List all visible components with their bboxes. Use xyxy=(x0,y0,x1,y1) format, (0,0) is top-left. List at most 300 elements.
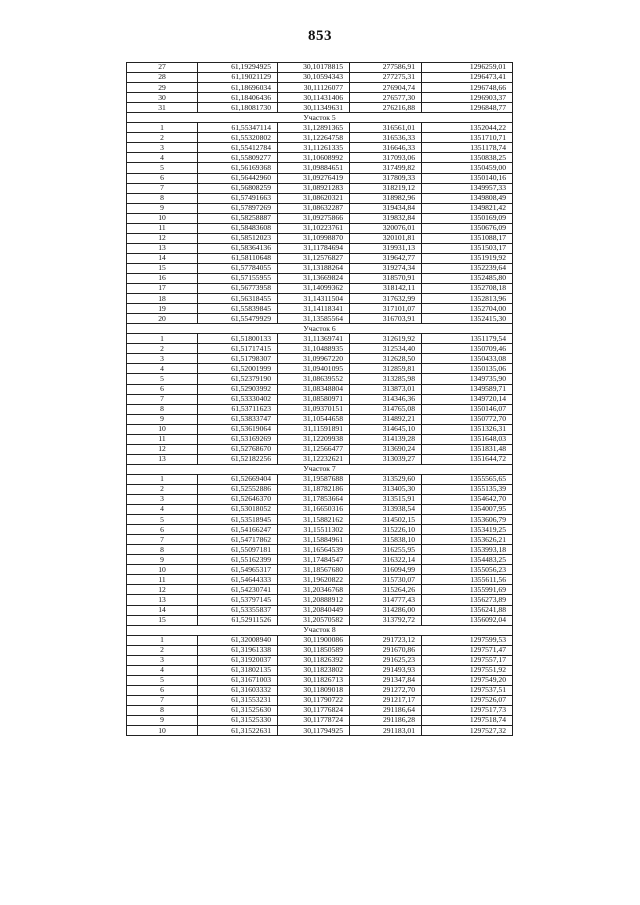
y-coordinate-cell: 1351503,17 xyxy=(422,243,513,253)
latitude-cell: 61,52669404 xyxy=(198,474,278,484)
x-coordinate-cell: 277586,91 xyxy=(350,63,422,73)
table-row xyxy=(127,565,513,575)
y-coordinate-cell: 1354007,95 xyxy=(422,505,513,515)
longitude-cell: 31,12232621 xyxy=(278,454,350,464)
y-coordinate-cell: 1356273,89 xyxy=(422,595,513,605)
section-header-row xyxy=(127,625,513,635)
table-row xyxy=(127,655,513,665)
latitude-cell: 61,57491663 xyxy=(198,193,278,203)
longitude-cell: 31,15882162 xyxy=(278,515,350,525)
y-coordinate-cell: 1352485,80 xyxy=(422,273,513,283)
x-coordinate-cell: 277275,31 xyxy=(350,73,422,83)
y-coordinate-cell: 1350709,46 xyxy=(422,344,513,354)
longitude-cell: 31,20840449 xyxy=(278,605,350,615)
x-coordinate-cell: 313405,30 xyxy=(350,484,422,494)
latitude-cell: 61,55347114 xyxy=(198,123,278,133)
point-number-cell: 2 xyxy=(127,344,198,354)
latitude-cell: 61,56169368 xyxy=(198,163,278,173)
y-coordinate-cell: 1353419,25 xyxy=(422,525,513,535)
table-row xyxy=(127,474,513,484)
y-coordinate-cell: 1355056,23 xyxy=(422,565,513,575)
latitude-cell: 61,18081730 xyxy=(198,103,278,113)
x-coordinate-cell: 319931,13 xyxy=(350,243,422,253)
x-coordinate-cell: 317632,99 xyxy=(350,294,422,304)
point-number-cell: 11 xyxy=(127,434,198,444)
point-number-cell: 10 xyxy=(127,424,198,434)
x-coordinate-cell: 316703,91 xyxy=(350,314,422,324)
point-number-cell: 12 xyxy=(127,444,198,454)
y-coordinate-cell: 1297537,51 xyxy=(422,685,513,695)
longitude-cell: 31,08632287 xyxy=(278,203,350,213)
x-coordinate-cell: 291186,64 xyxy=(350,706,422,716)
y-coordinate-cell: 1349808,49 xyxy=(422,193,513,203)
latitude-cell: 61,58364136 xyxy=(198,243,278,253)
point-number-cell: 6 xyxy=(127,525,198,535)
table-row xyxy=(127,675,513,685)
table-row xyxy=(127,314,513,324)
longitude-cell: 31,15511302 xyxy=(278,525,350,535)
x-coordinate-cell: 315730,07 xyxy=(350,575,422,585)
latitude-cell: 61,56773958 xyxy=(198,284,278,294)
x-coordinate-cell: 316646,33 xyxy=(350,143,422,153)
table-row xyxy=(127,495,513,505)
latitude-cell: 61,54717862 xyxy=(198,535,278,545)
latitude-cell: 61,31802135 xyxy=(198,665,278,675)
table-row xyxy=(127,545,513,555)
y-coordinate-cell: 1352239,64 xyxy=(422,263,513,273)
longitude-cell: 31,17853664 xyxy=(278,495,350,505)
table-row xyxy=(127,213,513,223)
latitude-cell: 61,54230741 xyxy=(198,585,278,595)
longitude-cell: 30,11900086 xyxy=(278,635,350,645)
longitude-cell: 31,11784694 xyxy=(278,243,350,253)
table-row xyxy=(127,103,513,113)
latitude-cell: 61,53711623 xyxy=(198,404,278,414)
table-row xyxy=(127,444,513,454)
x-coordinate-cell: 313039,27 xyxy=(350,454,422,464)
table-row xyxy=(127,263,513,273)
section-title: Участок 6 xyxy=(127,324,513,334)
table-row xyxy=(127,605,513,615)
section-title: Участок 7 xyxy=(127,464,513,474)
y-coordinate-cell: 1354642,70 xyxy=(422,495,513,505)
latitude-cell: 61,53018052 xyxy=(198,505,278,515)
table-row xyxy=(127,183,513,193)
y-coordinate-cell: 1297557,17 xyxy=(422,655,513,665)
point-number-cell: 8 xyxy=(127,545,198,555)
longitude-cell: 31,14118341 xyxy=(278,304,350,314)
latitude-cell: 61,18406436 xyxy=(198,93,278,103)
longitude-cell: 31,17484547 xyxy=(278,555,350,565)
longitude-cell: 31,11261335 xyxy=(278,143,350,153)
point-number-cell: 6 xyxy=(127,173,198,183)
y-coordinate-cell: 1297518,74 xyxy=(422,716,513,726)
x-coordinate-cell: 313285,98 xyxy=(350,374,422,384)
table-row xyxy=(127,173,513,183)
x-coordinate-cell: 276577,30 xyxy=(350,93,422,103)
longitude-cell: 31,10223761 xyxy=(278,223,350,233)
latitude-cell: 61,55162399 xyxy=(198,555,278,565)
latitude-cell: 61,52646370 xyxy=(198,495,278,505)
table-row xyxy=(127,384,513,394)
table-row xyxy=(127,555,513,565)
longitude-cell: 31,12264758 xyxy=(278,133,350,143)
longitude-cell: 30,11850589 xyxy=(278,645,350,655)
latitude-cell: 61,52182256 xyxy=(198,454,278,464)
x-coordinate-cell: 319642,77 xyxy=(350,253,422,263)
latitude-cell: 61,56442960 xyxy=(198,173,278,183)
x-coordinate-cell: 276216,88 xyxy=(350,103,422,113)
y-coordinate-cell: 1350135,06 xyxy=(422,364,513,374)
longitude-cell: 31,10488935 xyxy=(278,344,350,354)
section-title: Участок 8 xyxy=(127,625,513,635)
latitude-cell: 61,31961338 xyxy=(198,645,278,655)
longitude-cell: 31,12891365 xyxy=(278,123,350,133)
x-coordinate-cell: 291183,01 xyxy=(350,726,422,736)
latitude-cell: 61,54644333 xyxy=(198,575,278,585)
longitude-cell: 30,11778724 xyxy=(278,716,350,726)
table-row xyxy=(127,685,513,695)
table-row xyxy=(127,294,513,304)
longitude-cell: 31,20888912 xyxy=(278,595,350,605)
table-row xyxy=(127,304,513,314)
longitude-cell: 31,13585564 xyxy=(278,314,350,324)
table-row xyxy=(127,223,513,233)
x-coordinate-cell: 318219,12 xyxy=(350,183,422,193)
x-coordinate-cell: 314765,08 xyxy=(350,404,422,414)
y-coordinate-cell: 1296848,77 xyxy=(422,103,513,113)
point-number-cell: 10 xyxy=(127,213,198,223)
longitude-cell: 31,09967220 xyxy=(278,354,350,364)
y-coordinate-cell: 1297571,47 xyxy=(422,645,513,655)
point-number-cell: 2 xyxy=(127,645,198,655)
table-row xyxy=(127,243,513,253)
point-number-cell: 14 xyxy=(127,253,198,263)
x-coordinate-cell: 315264,26 xyxy=(350,585,422,595)
latitude-cell: 61,54166247 xyxy=(198,525,278,535)
point-number-cell: 13 xyxy=(127,595,198,605)
point-number-cell: 7 xyxy=(127,695,198,705)
table-row xyxy=(127,344,513,354)
point-number-cell: 28 xyxy=(127,73,198,83)
y-coordinate-cell: 1351326,31 xyxy=(422,424,513,434)
x-coordinate-cell: 316094,99 xyxy=(350,565,422,575)
latitude-cell: 61,57897269 xyxy=(198,203,278,213)
x-coordinate-cell: 314892,21 xyxy=(350,414,422,424)
table-row xyxy=(127,354,513,364)
y-coordinate-cell: 1352415,30 xyxy=(422,314,513,324)
latitude-cell: 61,31522631 xyxy=(198,726,278,736)
x-coordinate-cell: 313515,91 xyxy=(350,495,422,505)
y-coordinate-cell: 1350772,70 xyxy=(422,414,513,424)
point-number-cell: 10 xyxy=(127,726,198,736)
longitude-cell: 31,09884651 xyxy=(278,163,350,173)
x-coordinate-cell: 318570,91 xyxy=(350,273,422,283)
y-coordinate-cell: 1350146,07 xyxy=(422,404,513,414)
point-number-cell: 1 xyxy=(127,123,198,133)
longitude-cell: 31,16650316 xyxy=(278,505,350,515)
latitude-cell: 61,53797145 xyxy=(198,595,278,605)
table-row xyxy=(127,93,513,103)
table-row xyxy=(127,284,513,294)
longitude-cell: 31,18782186 xyxy=(278,484,350,494)
table-row xyxy=(127,484,513,494)
x-coordinate-cell: 318142,11 xyxy=(350,284,422,294)
x-coordinate-cell: 313792,72 xyxy=(350,615,422,625)
point-number-cell: 29 xyxy=(127,83,198,93)
table-row xyxy=(127,575,513,585)
point-number-cell: 27 xyxy=(127,63,198,73)
table-row xyxy=(127,414,513,424)
point-number-cell: 1 xyxy=(127,474,198,484)
x-coordinate-cell: 320076,01 xyxy=(350,223,422,233)
point-number-cell: 5 xyxy=(127,675,198,685)
point-number-cell: 15 xyxy=(127,263,198,273)
x-coordinate-cell: 317101,07 xyxy=(350,304,422,314)
latitude-cell: 61,55839845 xyxy=(198,304,278,314)
latitude-cell: 61,53355837 xyxy=(198,605,278,615)
longitude-cell: 31,10608992 xyxy=(278,153,350,163)
table-row xyxy=(127,143,513,153)
y-coordinate-cell: 1350676,09 xyxy=(422,223,513,233)
table-row xyxy=(127,505,513,515)
x-coordinate-cell: 291186,28 xyxy=(350,716,422,726)
point-number-cell: 3 xyxy=(127,655,198,665)
longitude-cell: 31,18567680 xyxy=(278,565,350,575)
longitude-cell: 30,10178815 xyxy=(278,63,350,73)
table-row xyxy=(127,253,513,263)
table-row xyxy=(127,716,513,726)
coordinates-table xyxy=(126,62,513,736)
y-coordinate-cell: 1354483,25 xyxy=(422,555,513,565)
table-row xyxy=(127,635,513,645)
point-number-cell: 8 xyxy=(127,193,198,203)
latitude-cell: 61,54965317 xyxy=(198,565,278,575)
y-coordinate-cell: 1296903,37 xyxy=(422,93,513,103)
point-number-cell: 9 xyxy=(127,414,198,424)
table-row xyxy=(127,595,513,605)
y-coordinate-cell: 1349957,33 xyxy=(422,183,513,193)
x-coordinate-cell: 315838,10 xyxy=(350,535,422,545)
y-coordinate-cell: 1297527,32 xyxy=(422,726,513,736)
x-coordinate-cell: 314139,28 xyxy=(350,434,422,444)
x-coordinate-cell: 314346,36 xyxy=(350,394,422,404)
latitude-cell: 61,52911526 xyxy=(198,615,278,625)
table-row xyxy=(127,123,513,133)
longitude-cell: 31,09276419 xyxy=(278,173,350,183)
x-coordinate-cell: 291723,12 xyxy=(350,635,422,645)
longitude-cell: 30,11790722 xyxy=(278,695,350,705)
table-row xyxy=(127,73,513,83)
point-number-cell: 8 xyxy=(127,706,198,716)
point-number-cell: 16 xyxy=(127,273,198,283)
point-number-cell: 3 xyxy=(127,143,198,153)
longitude-cell: 31,12566477 xyxy=(278,444,350,454)
y-coordinate-cell: 1355135,39 xyxy=(422,484,513,494)
y-coordinate-cell: 1355565,65 xyxy=(422,474,513,484)
latitude-cell: 61,58483608 xyxy=(198,223,278,233)
longitude-cell: 31,09401095 xyxy=(278,364,350,374)
longitude-cell: 31,10998870 xyxy=(278,233,350,243)
longitude-cell: 31,10544658 xyxy=(278,414,350,424)
point-number-cell: 3 xyxy=(127,354,198,364)
y-coordinate-cell: 1350140,16 xyxy=(422,173,513,183)
y-coordinate-cell: 1355611,56 xyxy=(422,575,513,585)
latitude-cell: 61,52903992 xyxy=(198,384,278,394)
table-row xyxy=(127,525,513,535)
y-coordinate-cell: 1352708,18 xyxy=(422,284,513,294)
x-coordinate-cell: 312534,40 xyxy=(350,344,422,354)
page-number: 853 xyxy=(308,28,332,44)
longitude-cell: 31,15884961 xyxy=(278,535,350,545)
y-coordinate-cell: 1349589,71 xyxy=(422,384,513,394)
y-coordinate-cell: 1297526,07 xyxy=(422,695,513,705)
point-number-cell: 20 xyxy=(127,314,198,324)
longitude-cell: 31,08580971 xyxy=(278,394,350,404)
point-number-cell: 9 xyxy=(127,716,198,726)
latitude-cell: 61,31525330 xyxy=(198,716,278,726)
x-coordinate-cell: 314645,10 xyxy=(350,424,422,434)
latitude-cell: 61,55479929 xyxy=(198,314,278,324)
y-coordinate-cell: 1351831,48 xyxy=(422,444,513,454)
latitude-cell: 61,18696034 xyxy=(198,83,278,93)
x-coordinate-cell: 312859,81 xyxy=(350,364,422,374)
longitude-cell: 30,11776824 xyxy=(278,706,350,716)
latitude-cell: 61,52379190 xyxy=(198,374,278,384)
table-row xyxy=(127,535,513,545)
latitude-cell: 61,31525630 xyxy=(198,706,278,716)
point-number-cell: 1 xyxy=(127,635,198,645)
latitude-cell: 61,53169269 xyxy=(198,434,278,444)
table-row xyxy=(127,233,513,243)
longitude-cell: 31,14099362 xyxy=(278,284,350,294)
y-coordinate-cell: 1356241,88 xyxy=(422,605,513,615)
table-row xyxy=(127,83,513,93)
table-row xyxy=(127,706,513,716)
y-coordinate-cell: 1351648,03 xyxy=(422,434,513,444)
table-row xyxy=(127,193,513,203)
longitude-cell: 31,19587688 xyxy=(278,474,350,484)
table-row xyxy=(127,163,513,173)
x-coordinate-cell: 317809,33 xyxy=(350,173,422,183)
table-row xyxy=(127,665,513,675)
table-row xyxy=(127,364,513,374)
table-row xyxy=(127,404,513,414)
x-coordinate-cell: 316536,33 xyxy=(350,133,422,143)
y-coordinate-cell: 1349735,90 xyxy=(422,374,513,384)
latitude-cell: 61,51798307 xyxy=(198,354,278,364)
y-coordinate-cell: 1351088,17 xyxy=(422,233,513,243)
y-coordinate-cell: 1351644,72 xyxy=(422,454,513,464)
latitude-cell: 61,19021129 xyxy=(198,73,278,83)
x-coordinate-cell: 312619,92 xyxy=(350,334,422,344)
x-coordinate-cell: 291670,86 xyxy=(350,645,422,655)
latitude-cell: 61,19294925 xyxy=(198,63,278,73)
latitude-cell: 61,57784055 xyxy=(198,263,278,273)
point-number-cell: 10 xyxy=(127,565,198,575)
y-coordinate-cell: 1353606,79 xyxy=(422,515,513,525)
latitude-cell: 61,51717415 xyxy=(198,344,278,354)
point-number-cell: 7 xyxy=(127,183,198,193)
x-coordinate-cell: 319832,84 xyxy=(350,213,422,223)
longitude-cell: 30,11826713 xyxy=(278,675,350,685)
x-coordinate-cell: 312628,50 xyxy=(350,354,422,364)
point-number-cell: 15 xyxy=(127,615,198,625)
table-row xyxy=(127,334,513,344)
table-row xyxy=(127,454,513,464)
longitude-cell: 31,11591891 xyxy=(278,424,350,434)
y-coordinate-cell: 1352813,96 xyxy=(422,294,513,304)
point-number-cell: 7 xyxy=(127,394,198,404)
latitude-cell: 61,58110648 xyxy=(198,253,278,263)
table-row xyxy=(127,63,513,73)
x-coordinate-cell: 291272,70 xyxy=(350,685,422,695)
point-number-cell: 11 xyxy=(127,575,198,585)
y-coordinate-cell: 1352044,22 xyxy=(422,123,513,133)
point-number-cell: 18 xyxy=(127,294,198,304)
table-row xyxy=(127,133,513,143)
longitude-cell: 31,14311504 xyxy=(278,294,350,304)
table-row xyxy=(127,424,513,434)
y-coordinate-cell: 1297549,20 xyxy=(422,675,513,685)
longitude-cell: 30,11809018 xyxy=(278,685,350,695)
y-coordinate-cell: 1350433,08 xyxy=(422,354,513,364)
table-row xyxy=(127,515,513,525)
longitude-cell: 31,08639552 xyxy=(278,374,350,384)
latitude-cell: 61,53619064 xyxy=(198,424,278,434)
x-coordinate-cell: 276904,74 xyxy=(350,83,422,93)
point-number-cell: 4 xyxy=(127,665,198,675)
latitude-cell: 61,53518945 xyxy=(198,515,278,525)
longitude-cell: 31,20570582 xyxy=(278,615,350,625)
point-number-cell: 7 xyxy=(127,535,198,545)
point-number-cell: 17 xyxy=(127,284,198,294)
table-row xyxy=(127,615,513,625)
longitude-cell: 31,13188264 xyxy=(278,263,350,273)
x-coordinate-cell: 318982,96 xyxy=(350,193,422,203)
x-coordinate-cell: 314286,00 xyxy=(350,605,422,615)
latitude-cell: 61,57155955 xyxy=(198,273,278,283)
point-number-cell: 14 xyxy=(127,605,198,615)
point-number-cell: 4 xyxy=(127,153,198,163)
latitude-cell: 61,31553231 xyxy=(198,695,278,705)
table-row xyxy=(127,203,513,213)
longitude-cell: 31,12209938 xyxy=(278,434,350,444)
coordinates-table-body xyxy=(127,63,513,736)
x-coordinate-cell: 291347,84 xyxy=(350,675,422,685)
table-row xyxy=(127,394,513,404)
table-row xyxy=(127,726,513,736)
x-coordinate-cell: 317093,06 xyxy=(350,153,422,163)
x-coordinate-cell: 313938,54 xyxy=(350,505,422,515)
y-coordinate-cell: 1351919,92 xyxy=(422,253,513,263)
x-coordinate-cell: 317499,82 xyxy=(350,163,422,173)
longitude-cell: 30,11431406 xyxy=(278,93,350,103)
point-number-cell: 3 xyxy=(127,495,198,505)
longitude-cell: 31,20346768 xyxy=(278,585,350,595)
point-number-cell: 4 xyxy=(127,364,198,374)
longitude-cell: 31,12576827 xyxy=(278,253,350,263)
point-number-cell: 11 xyxy=(127,223,198,233)
point-number-cell: 13 xyxy=(127,243,198,253)
y-coordinate-cell: 1296259,01 xyxy=(422,63,513,73)
latitude-cell: 61,52552886 xyxy=(198,484,278,494)
y-coordinate-cell: 1351178,74 xyxy=(422,143,513,153)
x-coordinate-cell: 320101,81 xyxy=(350,233,422,243)
x-coordinate-cell: 291625,23 xyxy=(350,655,422,665)
point-number-cell: 6 xyxy=(127,384,198,394)
point-number-cell: 19 xyxy=(127,304,198,314)
